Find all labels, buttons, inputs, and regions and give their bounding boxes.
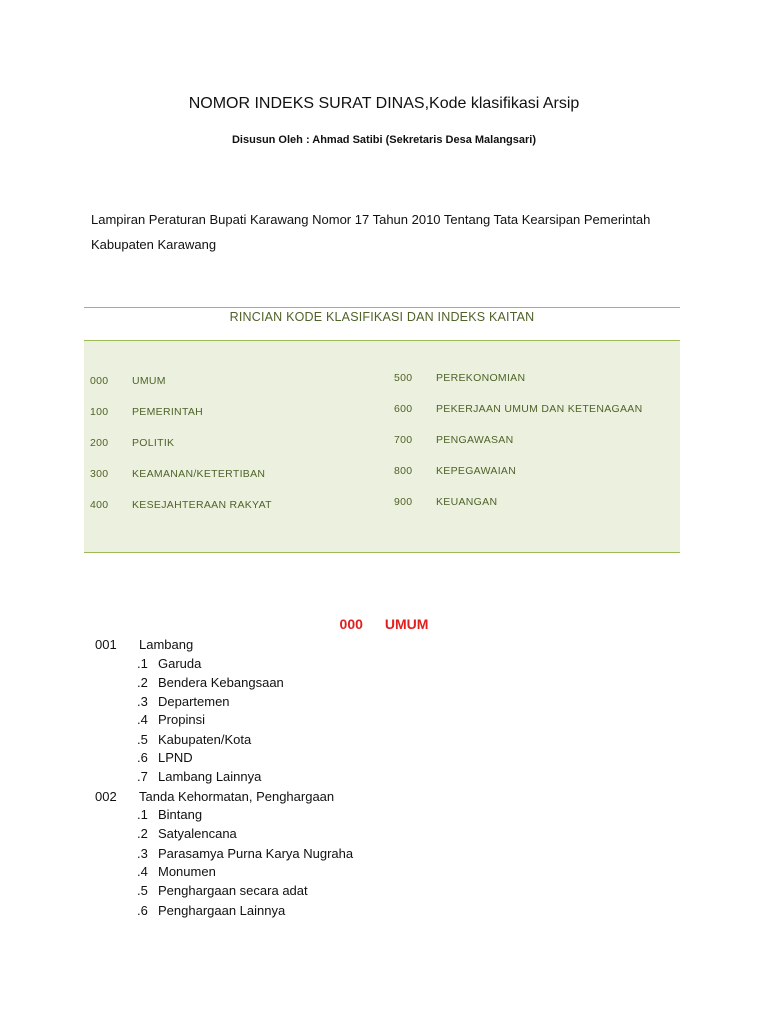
- sub-entry: [137, 807, 202, 822]
- sub-label: Propinsi: [158, 712, 205, 727]
- sub-number: .4: [137, 864, 148, 879]
- category-code: 300: [90, 468, 109, 480]
- category-code: 600: [394, 403, 413, 415]
- category-item: [90, 499, 272, 511]
- category-label: KEAMANAN/KETERTIBAN: [132, 468, 266, 480]
- category-item: [394, 372, 525, 384]
- intro-line-2: Kabupaten Karawang: [91, 237, 217, 252]
- sub-label: LPND: [158, 750, 193, 765]
- document-title: NOMOR INDEKS SURAT DINAS,Kode klasifikasi Arsip: [188, 95, 580, 112]
- sub-label: Lambang Lainnya: [158, 769, 262, 784]
- panel-title: RINCIAN KODE KLASIFIKASI DAN INDEKS KAITAN: [229, 310, 535, 324]
- sub-label: Satyalencana: [158, 826, 237, 841]
- sub-label: Bintang: [158, 807, 203, 822]
- sub-number: .3: [137, 846, 148, 861]
- sub-number: .5: [137, 732, 148, 747]
- category-label: KEPEGAWAIAN: [436, 465, 517, 477]
- sub-entry: [137, 826, 237, 841]
- sub-entry: [137, 675, 284, 690]
- category-item: [90, 437, 174, 449]
- sub-entry: [137, 903, 285, 918]
- sub-number: .2: [137, 675, 148, 690]
- sub-entry: [137, 750, 193, 765]
- sub-label: Bendera Kebangsaan: [158, 675, 284, 690]
- category-item: [90, 406, 203, 418]
- entry-label: Tanda Kehormatan, Penghargaan: [139, 789, 335, 804]
- sub-number: .6: [137, 750, 148, 765]
- sub-number: .5: [137, 883, 148, 898]
- sub-entry: [137, 656, 201, 671]
- sub-number: .1: [137, 656, 148, 671]
- sub-entry: [137, 712, 205, 727]
- section-heading: [0, 616, 768, 632]
- category-code: 100: [90, 406, 109, 418]
- entry-code: 002: [95, 789, 117, 804]
- sub-label: Monumen: [158, 864, 216, 879]
- index-entry: [95, 789, 334, 804]
- category-label: PEMERINTAH: [132, 406, 204, 418]
- category-label: KEUANGAN: [436, 496, 498, 508]
- category-label: KESEJAHTERAAN RAKYAT: [132, 499, 272, 511]
- section-code: 000: [339, 616, 363, 632]
- sub-label: Kabupaten/Kota: [158, 732, 252, 747]
- category-code: 800: [394, 465, 413, 477]
- category-label: PEKERJAAN UMUM DAN KETENAGAAN: [436, 403, 643, 415]
- sub-number: .7: [137, 769, 148, 784]
- sub-entry: [137, 769, 261, 784]
- sub-number: .2: [137, 826, 148, 841]
- sub-label: Garuda: [158, 656, 202, 671]
- category-code: 200: [90, 437, 109, 449]
- sub-number: .4: [137, 712, 148, 727]
- category-item: [394, 496, 497, 508]
- sub-entry: [137, 694, 230, 709]
- sub-label: Penghargaan Lainnya: [158, 903, 286, 918]
- category-item: [394, 465, 516, 477]
- classification-panel: [84, 340, 680, 553]
- intro-line-1: Lampiran Peraturan Bupati Karawang Nomor 17 Tahun 2010 Tentang Tata Kearsipan Pemerintah: [91, 212, 651, 227]
- category-label: PENGAWASAN: [436, 434, 514, 446]
- panel-top-rule: [84, 307, 680, 308]
- category-item: [90, 468, 265, 480]
- sub-label: Departemen: [158, 694, 230, 709]
- document-subtitle: Disusun Oleh : Ahmad Satibi (Sekretaris Desa Malangsari): [231, 134, 536, 146]
- category-item: [90, 375, 166, 387]
- category-code: 900: [394, 496, 413, 508]
- sub-label: Penghargaan secara adat: [158, 883, 308, 898]
- category-item: [394, 434, 513, 446]
- category-code: 700: [394, 434, 413, 446]
- sub-entry: [137, 846, 353, 861]
- intro-paragraph: [91, 207, 691, 257]
- sub-number: .1: [137, 807, 148, 822]
- section-label: UMUM: [384, 616, 429, 632]
- sub-number: .6: [137, 903, 148, 918]
- sub-label: Parasamya Purna Karya Nugraha: [158, 846, 354, 861]
- category-item: [394, 403, 642, 415]
- sub-number: .3: [137, 694, 148, 709]
- entry-code: 001: [95, 637, 117, 652]
- sub-entry: [137, 883, 308, 898]
- sub-entry: [137, 732, 251, 747]
- category-code: 000: [90, 375, 109, 387]
- category-code: 500: [394, 372, 413, 384]
- entry-label: Lambang: [139, 637, 194, 652]
- category-code: 400: [90, 499, 109, 511]
- index-entry: [95, 637, 193, 652]
- category-label: POLITIK: [132, 437, 175, 449]
- category-label: UMUM: [132, 375, 166, 387]
- sub-entry: [137, 864, 216, 879]
- category-label: PEREKONOMIAN: [436, 372, 526, 384]
